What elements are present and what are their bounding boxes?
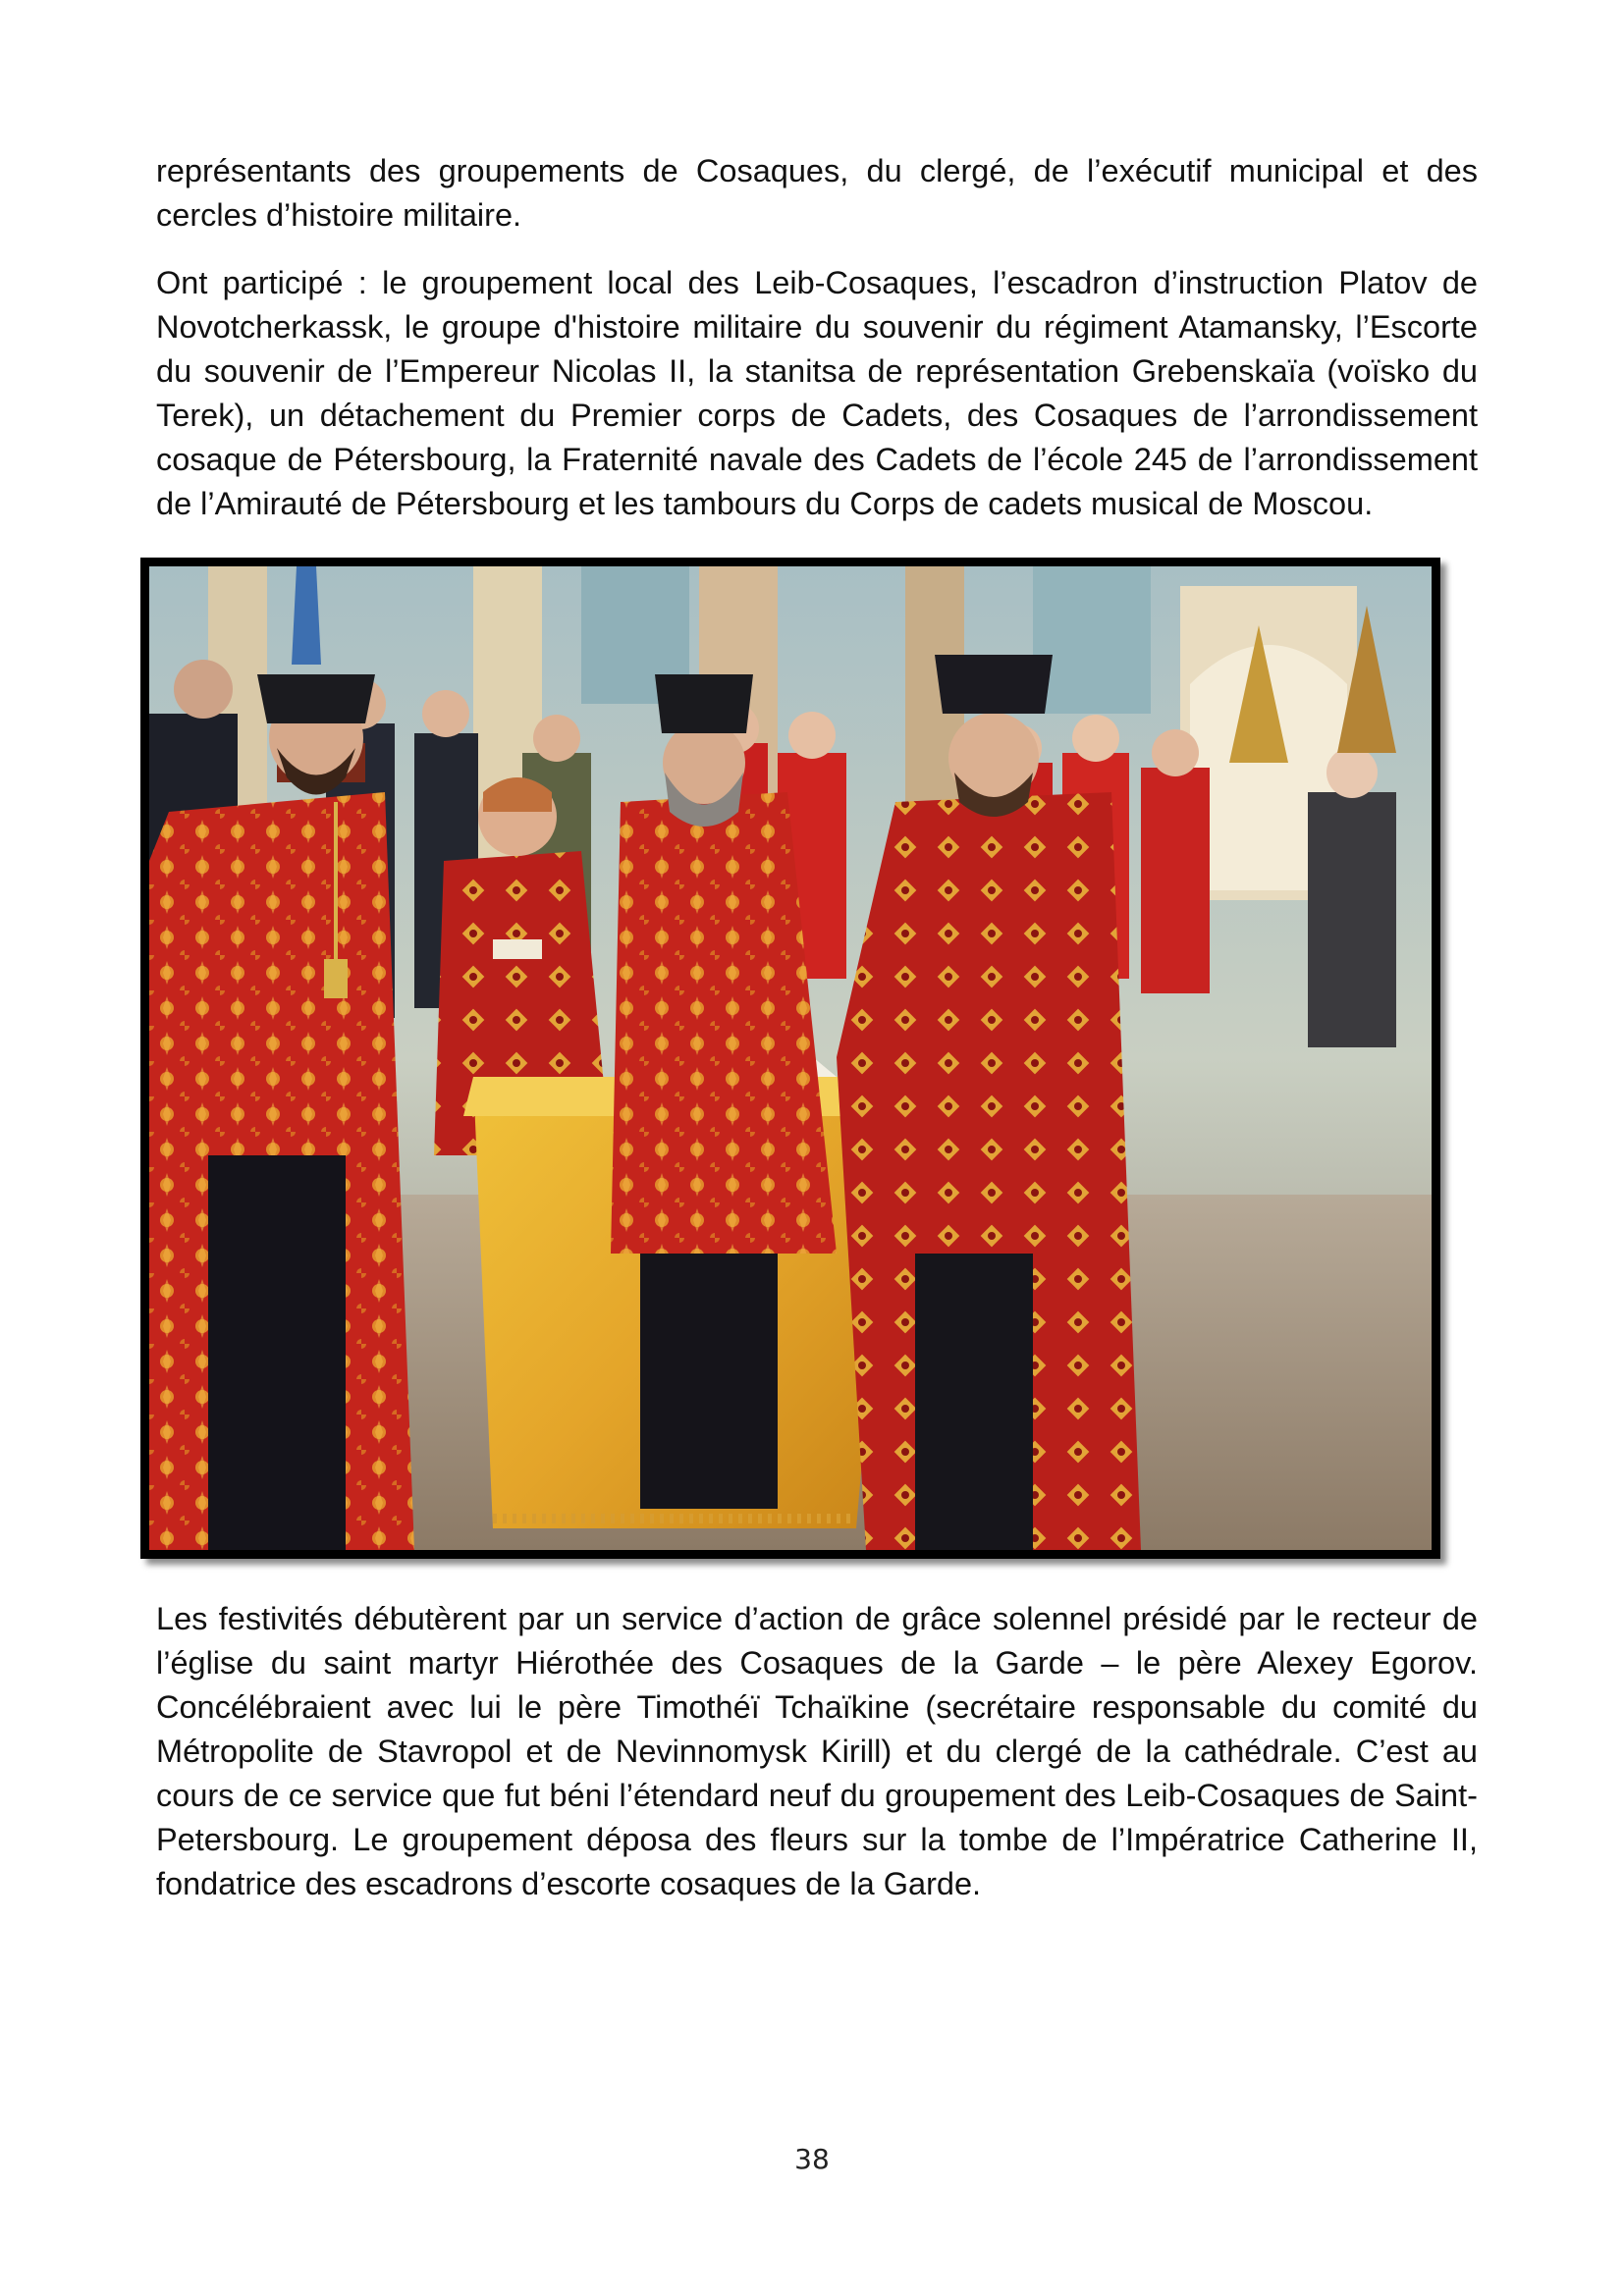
page-number: 38: [794, 2143, 830, 2175]
photo-frame: [140, 558, 1440, 1559]
orthodox-service-photo: [149, 566, 1432, 1550]
paragraph-participants: Ont participé : le groupement local des Leib-Cosaques, l’escadron d’instruction Platov de Novotcherkassk, le groupe d'histoire militaire du souvenir du régiment Atamansky, l’Escorte du souvenir de l’Empereur Nicolas II, la stanitsa de représentation Grebenskaïa (voïsko du Terek), un détachement du Premier corps de Cadets, des Cosaques de l’arrondissement cosaque de Pétersbourg, la Fraternité navale des Cadets de l’école 245 de l’arrondissement de l’Amirauté de Pétersbourg et les tambours du Corps de cadets musical de Moscou.: [156, 265, 1478, 521]
paragraph-intro-continuation: représentants des groupements de Cosaques, du clergé, de l’exécutif municipal et des cercles d’histoire militaire.: [156, 153, 1478, 233]
paragraph-festivities: Les festivités débutèrent par un service d’action de grâce solennel présidé par le recteur de l’église du saint martyr Hiérothée des Cosaques de la Garde – le père Alexey Egorov. Concélébraient avec lui le père Timothéï Tchaïkine (secrétaire responsable du comité du Métropolite de Stavropol et de Nevinnomysk Kirill) et du clergé de la cathédrale. C’est au cours de ce service que fut béni l’étendard neuf du groupement des Leib-Cosaques de Saint-Petersbourg. Le groupement déposa des fleurs sur la tombe de l’Impératrice Catherine II, fondatrice des escadrons d’escorte cosaques de la Garde.: [156, 1601, 1478, 1901]
